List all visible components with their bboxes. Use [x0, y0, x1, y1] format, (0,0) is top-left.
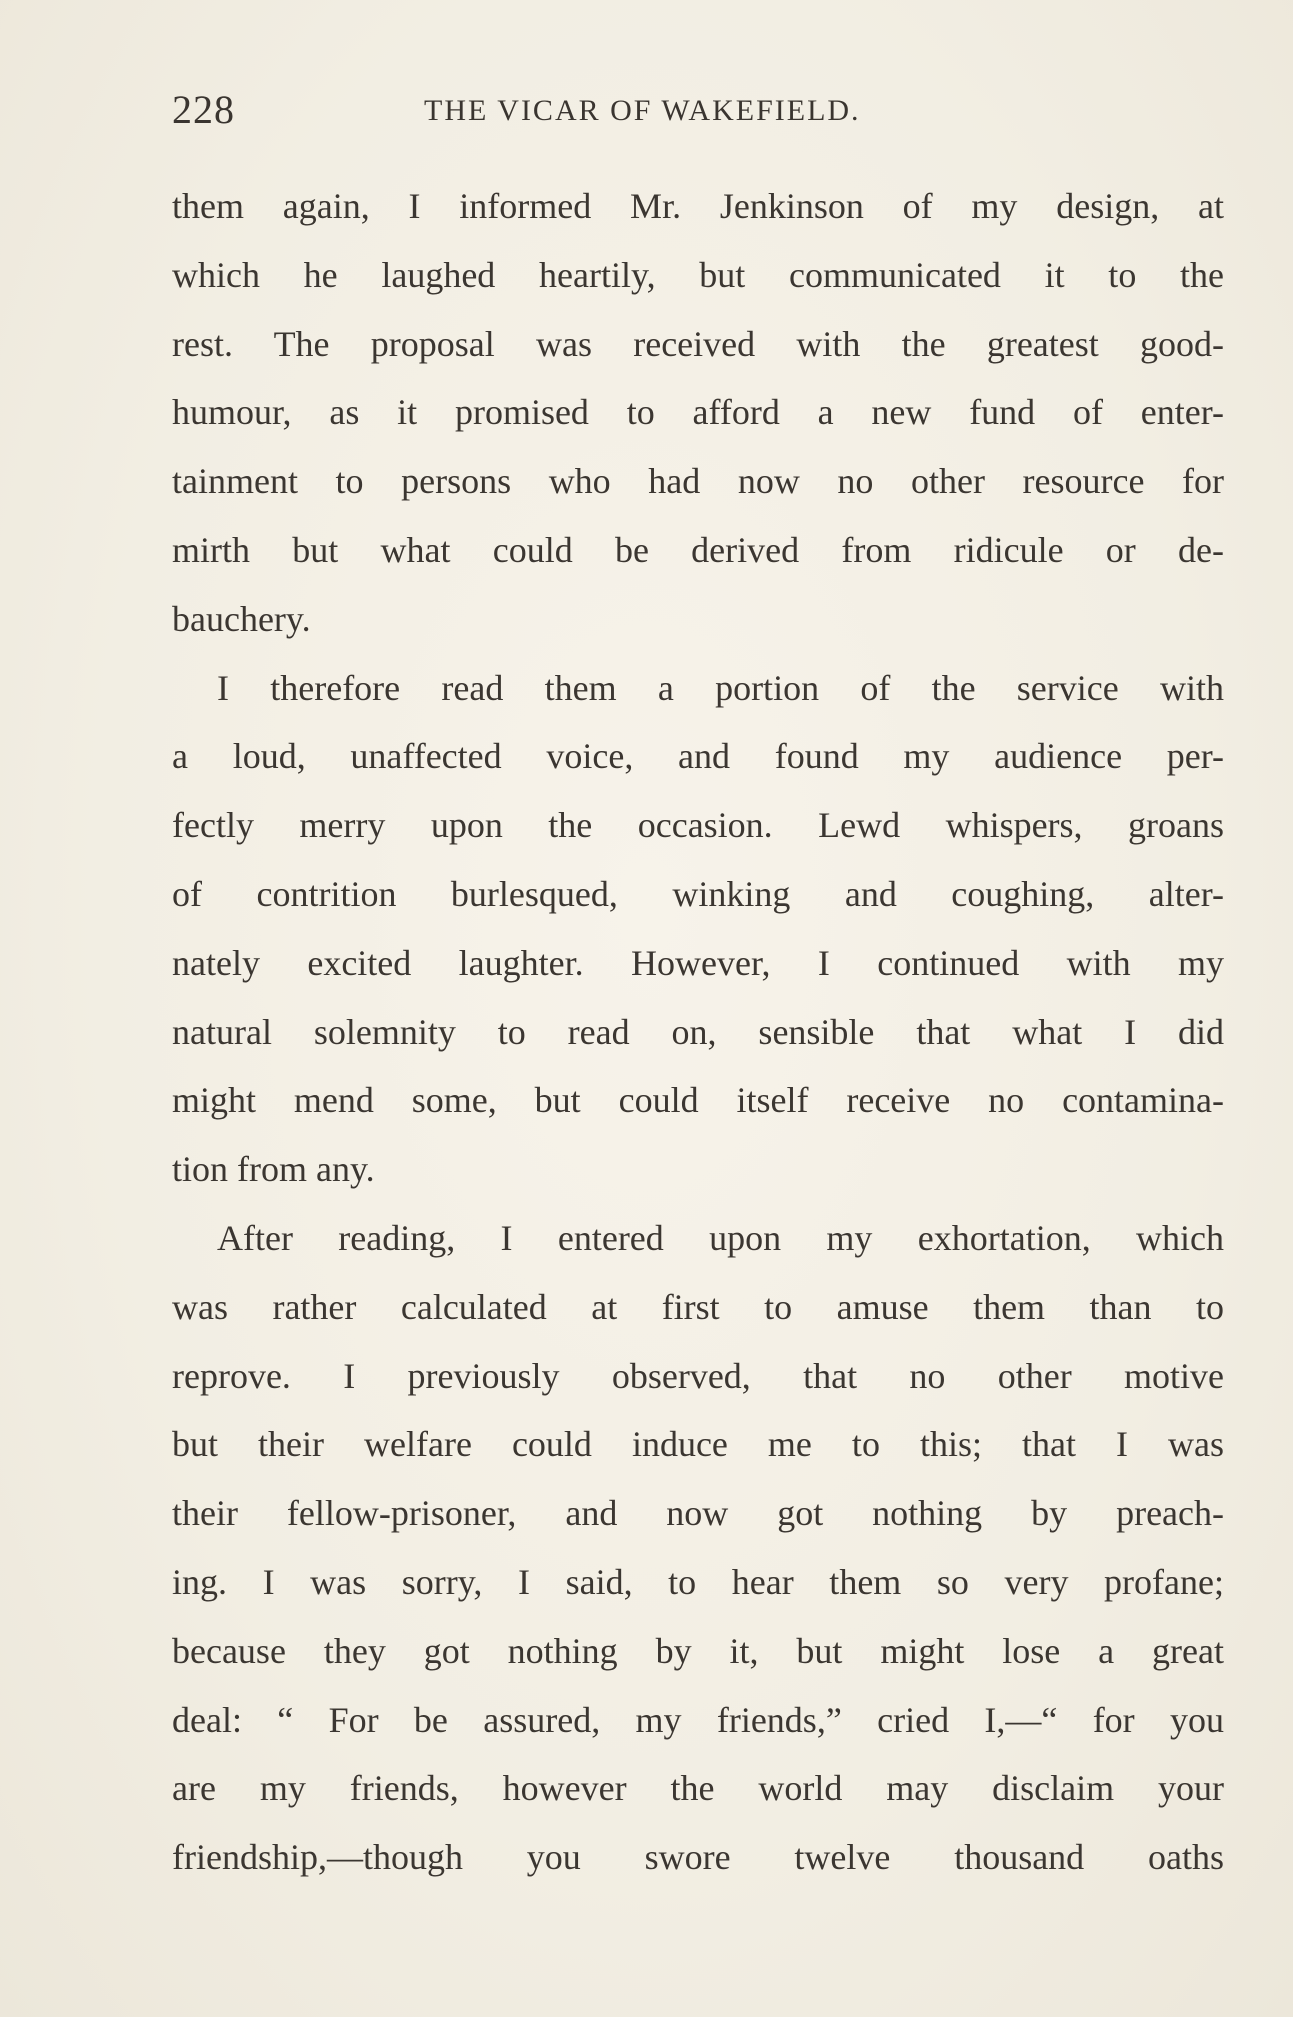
- text-line: but their welfare could induce me to this; that I was: [172, 1424, 1224, 1465]
- text-line: a loud, unaffected voice, and found my audience per-: [172, 736, 1224, 777]
- paragraph-first-line: After reading, I entered upon my exhortation, which: [217, 1217, 1224, 1258]
- text-line: bauchery.: [172, 598, 311, 639]
- text-line: them again, I informed Mr. Jenkinson of my design, at: [172, 186, 1224, 226]
- text-line: are my friends, however the world may disclaim your: [172, 1768, 1224, 1809]
- text-line: fectly merry upon the occasion. Lewd whispers, groans: [172, 805, 1224, 846]
- running-title: THE VICAR OF WAKEFIELD.: [424, 94, 861, 127]
- text-line: reprove. I previously observed, that no other motive: [172, 1355, 1224, 1396]
- text-line: rest. The proposal was received with the greatest good-: [172, 323, 1224, 364]
- text-line: of contrition burlesqued, winking and coughing, alter-: [172, 873, 1224, 914]
- text-line: mirth but what could be derived from ridicule or de-: [172, 529, 1224, 570]
- text-line: friendship,—though you swore twelve thousand oaths: [172, 1837, 1224, 1878]
- text-line: tainment to persons who had now no other resource for: [172, 461, 1224, 502]
- text-line: because they got nothing by it, but might lose a great: [172, 1630, 1224, 1671]
- page-header: [172, 86, 1224, 142]
- text-line: natural solemnity to read on, sensible that what I did: [172, 1011, 1224, 1052]
- text-line: nately excited laughter. However, I continued with my: [172, 942, 1224, 983]
- text-line: ing. I was sorry, I said, to hear them so very profane;: [172, 1561, 1224, 1602]
- text-line: which he laughed heartily, but communicated it to the: [172, 254, 1224, 295]
- page-number: 228: [172, 87, 235, 132]
- text-line: might mend some, but could itself receive no contamina-: [172, 1080, 1224, 1121]
- text-line: deal: “ For be assured, my friends,” cried I,—“ for you: [172, 1699, 1224, 1740]
- text-line: tion from any.: [172, 1149, 375, 1190]
- text-line: was rather calculated at first to amuse them than to: [172, 1286, 1224, 1327]
- body-text: [172, 172, 1224, 1892]
- text-line: humour, as it promised to afford a new fund of enter-: [172, 392, 1224, 433]
- text-line: their fellow-prisoner, and now got nothing by preach-: [172, 1493, 1224, 1534]
- paragraph-first-line: I therefore read them a portion of the service with: [217, 667, 1224, 708]
